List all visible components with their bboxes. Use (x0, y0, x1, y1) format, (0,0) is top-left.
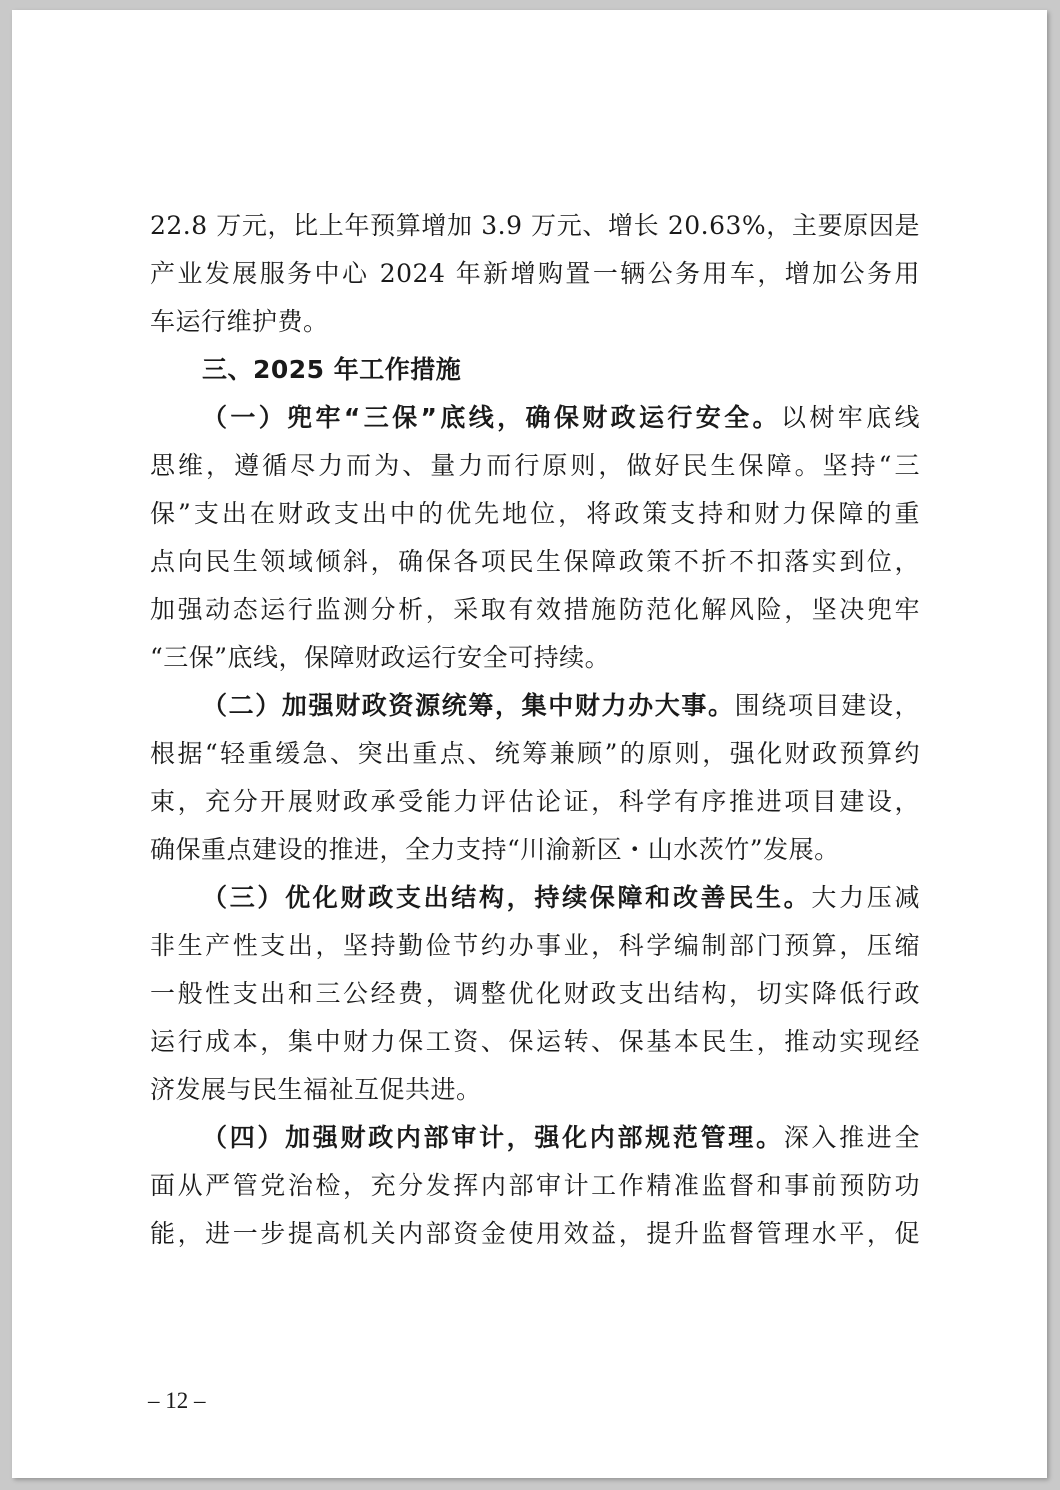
page-number: – 12 – (148, 1388, 206, 1413)
body-line: “三保”底线，保障财政运行安全可持续。 (150, 643, 611, 672)
paragraph-first-line (150, 682, 920, 730)
body-line: 点向民生领域倾斜，确保各项民生保障政策不折不扣落实到位， (150, 547, 920, 576)
paragraph-title: （一）兜牢“三保”底线，确保财政运行安全。 (202, 403, 781, 432)
paragraph-first-line (150, 1114, 920, 1162)
body-line: 能，进一步提高机关内部资金使用效益，提升监督管理水平，促 (150, 1219, 920, 1248)
body-line: 22.8 万元，比上年预算增加 3.9 万元、增长 20.63%，主要原因是 (150, 211, 920, 240)
document-page (12, 10, 1047, 1478)
body-line: 车运行维护费。 (150, 307, 329, 336)
document-body (150, 202, 920, 1258)
paragraph-text: 深入推进全 (783, 1123, 920, 1152)
body-line: 非生产性支出，坚持勤俭节约办事业，科学编制部门预算，压缩 (150, 931, 920, 960)
paragraph-text: 大力压减 (811, 883, 920, 912)
body-line: 确保重点建设的推进，全力支持“川渝新区・山水茨竹”发展。 (150, 835, 840, 864)
body-line: 思维，遵循尽力而为、量力而行原则，做好民生保障。坚持“三 (150, 451, 920, 480)
body-line: 产业发展服务中心 2024 年新增购置一辆公务用车，增加公务用 (150, 259, 920, 288)
paragraph-first-line (150, 394, 920, 442)
paragraph-text: 围绕项目建设， (734, 691, 920, 720)
body-line: 保”支出在财政支出中的优先地位，将政策支持和财力保障的重 (150, 499, 920, 528)
paragraph-text: 以树牢底线 (780, 403, 920, 432)
section-heading: 三、2025 年工作措施 (202, 355, 462, 384)
body-line: 根据“轻重缓急、突出重点、统筹兼顾”的原则，强化财政预算约 (150, 739, 920, 768)
body-line: 面从严管党治检，充分发挥内部审计工作精准监督和事前预防功 (150, 1171, 920, 1200)
paragraph-title: （三）优化财政支出结构，持续保障和改善民生。 (202, 883, 812, 912)
paragraph-title: （四）加强财政内部审计，强化内部规范管理。 (202, 1123, 784, 1152)
paragraph-first-line (150, 874, 920, 922)
body-line: 束，充分开展财政承受能力评估论证，科学有序推进项目建设， (150, 787, 920, 816)
body-line: 济发展与民生福祉互促共进。 (150, 1075, 482, 1104)
paragraph-title: （二）加强财政资源统筹，集中财力办大事。 (202, 691, 735, 720)
body-line: 一般性支出和三公经费，调整优化财政支出结构，切实降低行政 (150, 979, 920, 1008)
body-line: 加强动态运行监测分析，采取有效措施防范化解风险，坚决兜牢 (150, 595, 920, 624)
body-line: 运行成本，集中财力保工资、保运转、保基本民生，推动实现经 (150, 1027, 920, 1056)
